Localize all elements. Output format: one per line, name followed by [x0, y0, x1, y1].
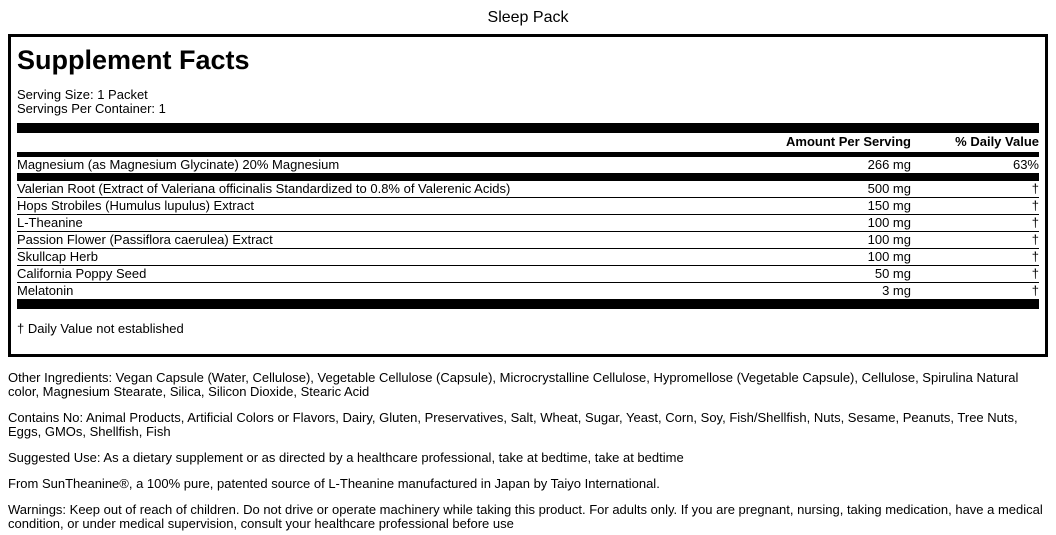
supplement-facts-heading: Supplement Facts — [17, 45, 250, 75]
supplement-facts-panel — [8, 34, 1048, 357]
ingredient-amount: 100 mg — [867, 232, 911, 247]
ingredient-name: L-Theanine — [17, 215, 83, 230]
table-row-magnesium — [17, 157, 1039, 173]
divider-thick-bottom — [17, 299, 1039, 309]
ingredient-amount: 100 mg — [867, 249, 911, 264]
serving-size: Serving Size: 1 Packet — [17, 87, 148, 102]
header-amount-per-serving: Amount Per Serving — [786, 134, 911, 149]
ingredient-name: Hops Strobiles (Humulus lupulus) Extract — [17, 198, 254, 213]
ingredient-amount: 500 mg — [867, 181, 911, 196]
ingredient-daily-value: † — [1031, 215, 1039, 230]
table-row-passion-flower — [17, 232, 1039, 249]
details-section — [0, 371, 1056, 531]
ingredient-name: Melatonin — [17, 283, 74, 298]
ingredient-daily-value: † — [1031, 198, 1039, 213]
ingredient-amount: 50 mg — [874, 266, 911, 281]
page-title: Sleep Pack — [487, 9, 569, 26]
table-row-california-poppy-seed — [17, 266, 1039, 283]
table-row-valerian-root — [17, 181, 1039, 198]
ingredient-name: Magnesium (as Magnesium Glycinate) 20% Magnesium — [17, 157, 340, 172]
ingredient-name: California Poppy Seed — [17, 266, 147, 281]
table-header-row — [17, 133, 1039, 152]
ingredient-daily-value: † — [1031, 232, 1039, 247]
other-ingredients-text: Other Ingredients: Vegan Capsule (Water, Cellulose), Vegetable Cellulose (Capsule), Microcrystalline Cellulose, Hypromellose (Vegetable Capsule), Cellulose, Spirulina Natural color, Magnesium Stearate, Silica, Silicon Dioxide, Stearic Acid — [8, 370, 1019, 399]
table-row-l-theanine — [17, 215, 1039, 232]
ingredient-amount: 150 mg — [867, 198, 911, 213]
ingredient-name: Passion Flower (Passiflora caerulea) Extract — [17, 232, 273, 247]
ingredient-name: Skullcap Herb — [17, 249, 98, 264]
divider-medium — [17, 173, 1039, 181]
ingredient-amount: 3 mg — [882, 283, 911, 298]
ingredient-daily-value: † — [1031, 249, 1039, 264]
table-row-hops-strobiles — [17, 198, 1039, 215]
ingredient-daily-value: 63% — [1012, 157, 1039, 172]
contains-no-text: Contains No: Animal Products, Artificial Colors or Flavors, Dairy, Gluten, Preservatives, Salt, Wheat, Sugar, Yeast, Corn, Soy, Fish/Shellfish, Nuts, Sesame, Peanuts, Tree Nuts, Eggs, GMOs, Shellfish, Fish — [8, 410, 1018, 439]
table-row-skullcap-herb — [17, 249, 1039, 266]
warnings-text: Warnings: Keep out of reach of children. Do not drive or operate machinery while taking this product. For adults only. If you are pregnant, nursing, taking medication, have a medical condition, or under medical supervision, consult your healthcare professional before use — [8, 502, 1043, 531]
divider-thick-top — [17, 123, 1039, 133]
daily-value-footnote: † Daily Value not established — [17, 321, 184, 336]
ingredient-daily-value: † — [1031, 266, 1039, 281]
suggested-use-text: Suggested Use: As a dietary supplement or as directed by a healthcare professional, take at bedtime, take at bedtime — [8, 450, 684, 465]
suntheanine-text: From SunTheanine®, a 100% pure, patented source of L-Theanine manufactured in Japan by Taiyo International. — [8, 476, 660, 491]
ingredient-name: Valerian Root (Extract of Valeriana officinalis Standardized to 0.8% of Valerenic Acids) — [17, 181, 511, 196]
header-percent-daily-value: % Daily Value — [955, 134, 1039, 149]
table-row-melatonin — [17, 283, 1039, 299]
ingredient-daily-value: † — [1031, 181, 1039, 196]
ingredient-amount: 100 mg — [867, 215, 911, 230]
ingredient-daily-value: † — [1031, 283, 1039, 298]
ingredient-amount: 266 mg — [867, 157, 911, 172]
servings-per-container: Servings Per Container: 1 — [17, 101, 166, 116]
